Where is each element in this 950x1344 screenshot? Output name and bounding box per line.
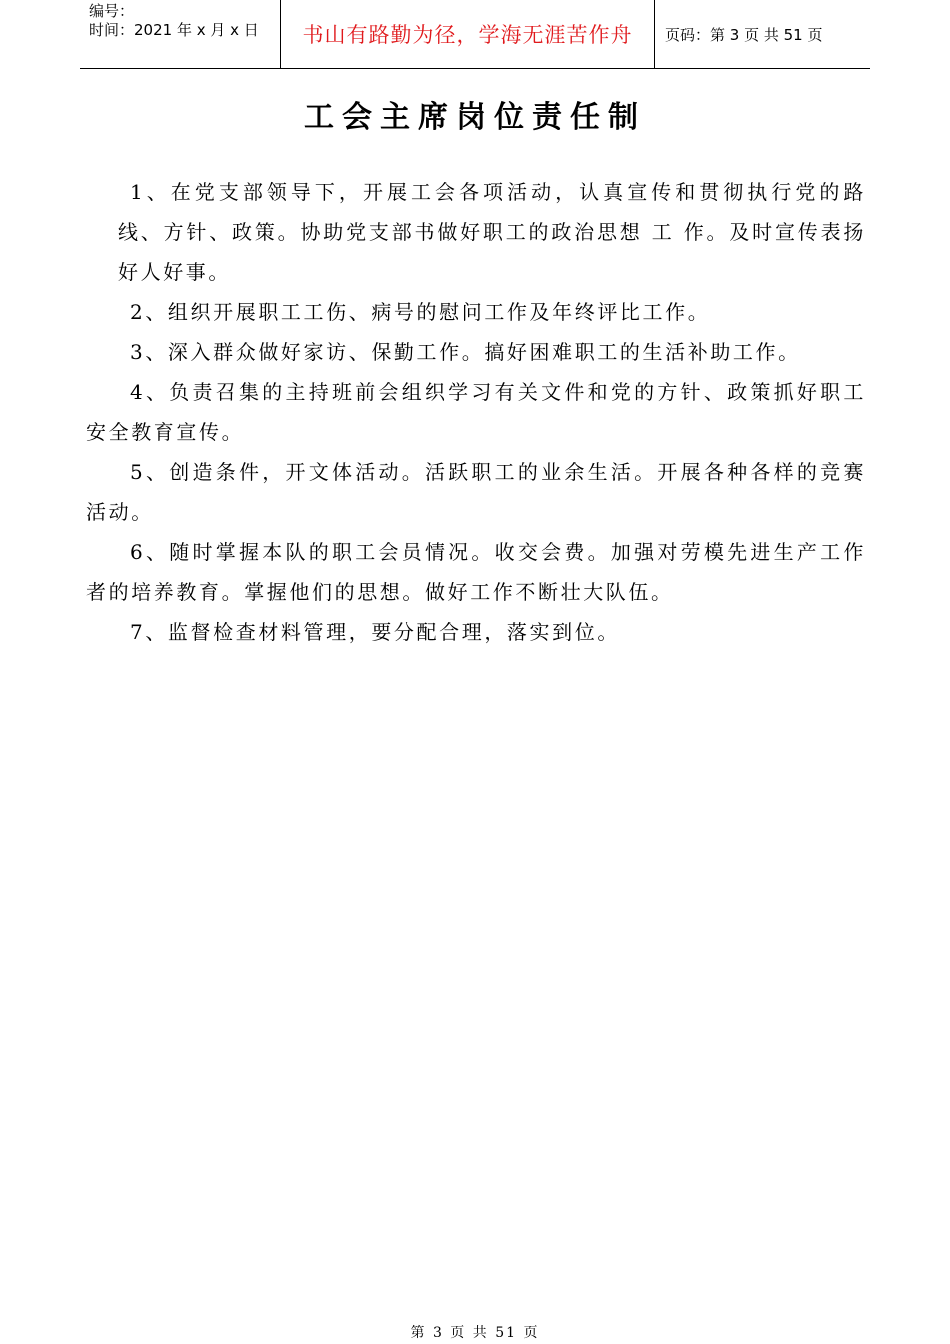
paragraph-7: 7、监督检查材料管理，要分配合理，落实到位。 bbox=[130, 620, 620, 644]
document-body bbox=[86, 172, 866, 652]
paragraph-2: 2、组织开展职工工伤、病号的慰问工作及年终评比工作。 bbox=[130, 300, 711, 324]
paragraph-3: 3、深入群众做好家访、保勤工作。搞好困难职工的生活补助工作。 bbox=[130, 340, 801, 364]
header-page-info: 页码：第 3 页 共 51 页 bbox=[665, 25, 823, 44]
header-meta bbox=[80, 0, 280, 68]
time-label: 时间：2021 年 x 月 x 日 bbox=[89, 21, 259, 39]
paragraph-4: 4、负责召集的主持班前会组织学习有关文件和党的方针、政策抓好职工安全教育宣传。 bbox=[86, 380, 866, 444]
paragraph-1: 1、在党支部领导下，开展工会各项活动，认真宣传和贯彻执行党的路线、方针、政策。协助党支部书做好职工的政治思想 工 作。及时宣传表扬好人好事。 bbox=[118, 180, 866, 284]
header-motto bbox=[280, 0, 655, 68]
paragraph-5: 5、创造条件，开文体活动。活跃职工的业余生活。开展各种各样的竞赛活动。 bbox=[86, 460, 866, 524]
motto-text: 书山有路勤为径，学海无涯苦作舟 bbox=[302, 23, 633, 47]
document-title: 工会主席岗位责任制 bbox=[304, 100, 646, 135]
page-footer: 第 3 页 共 51 页 bbox=[410, 1325, 540, 1341]
paragraph-6: 6、随时掌握本队的职工会员情况。收交会费。加强对劳模先进生产工作者的培养教育。掌握他们的思想。做好工作不断壮大队伍。 bbox=[86, 540, 866, 604]
number-label: 编号： bbox=[89, 2, 135, 20]
page-header bbox=[80, 0, 870, 69]
